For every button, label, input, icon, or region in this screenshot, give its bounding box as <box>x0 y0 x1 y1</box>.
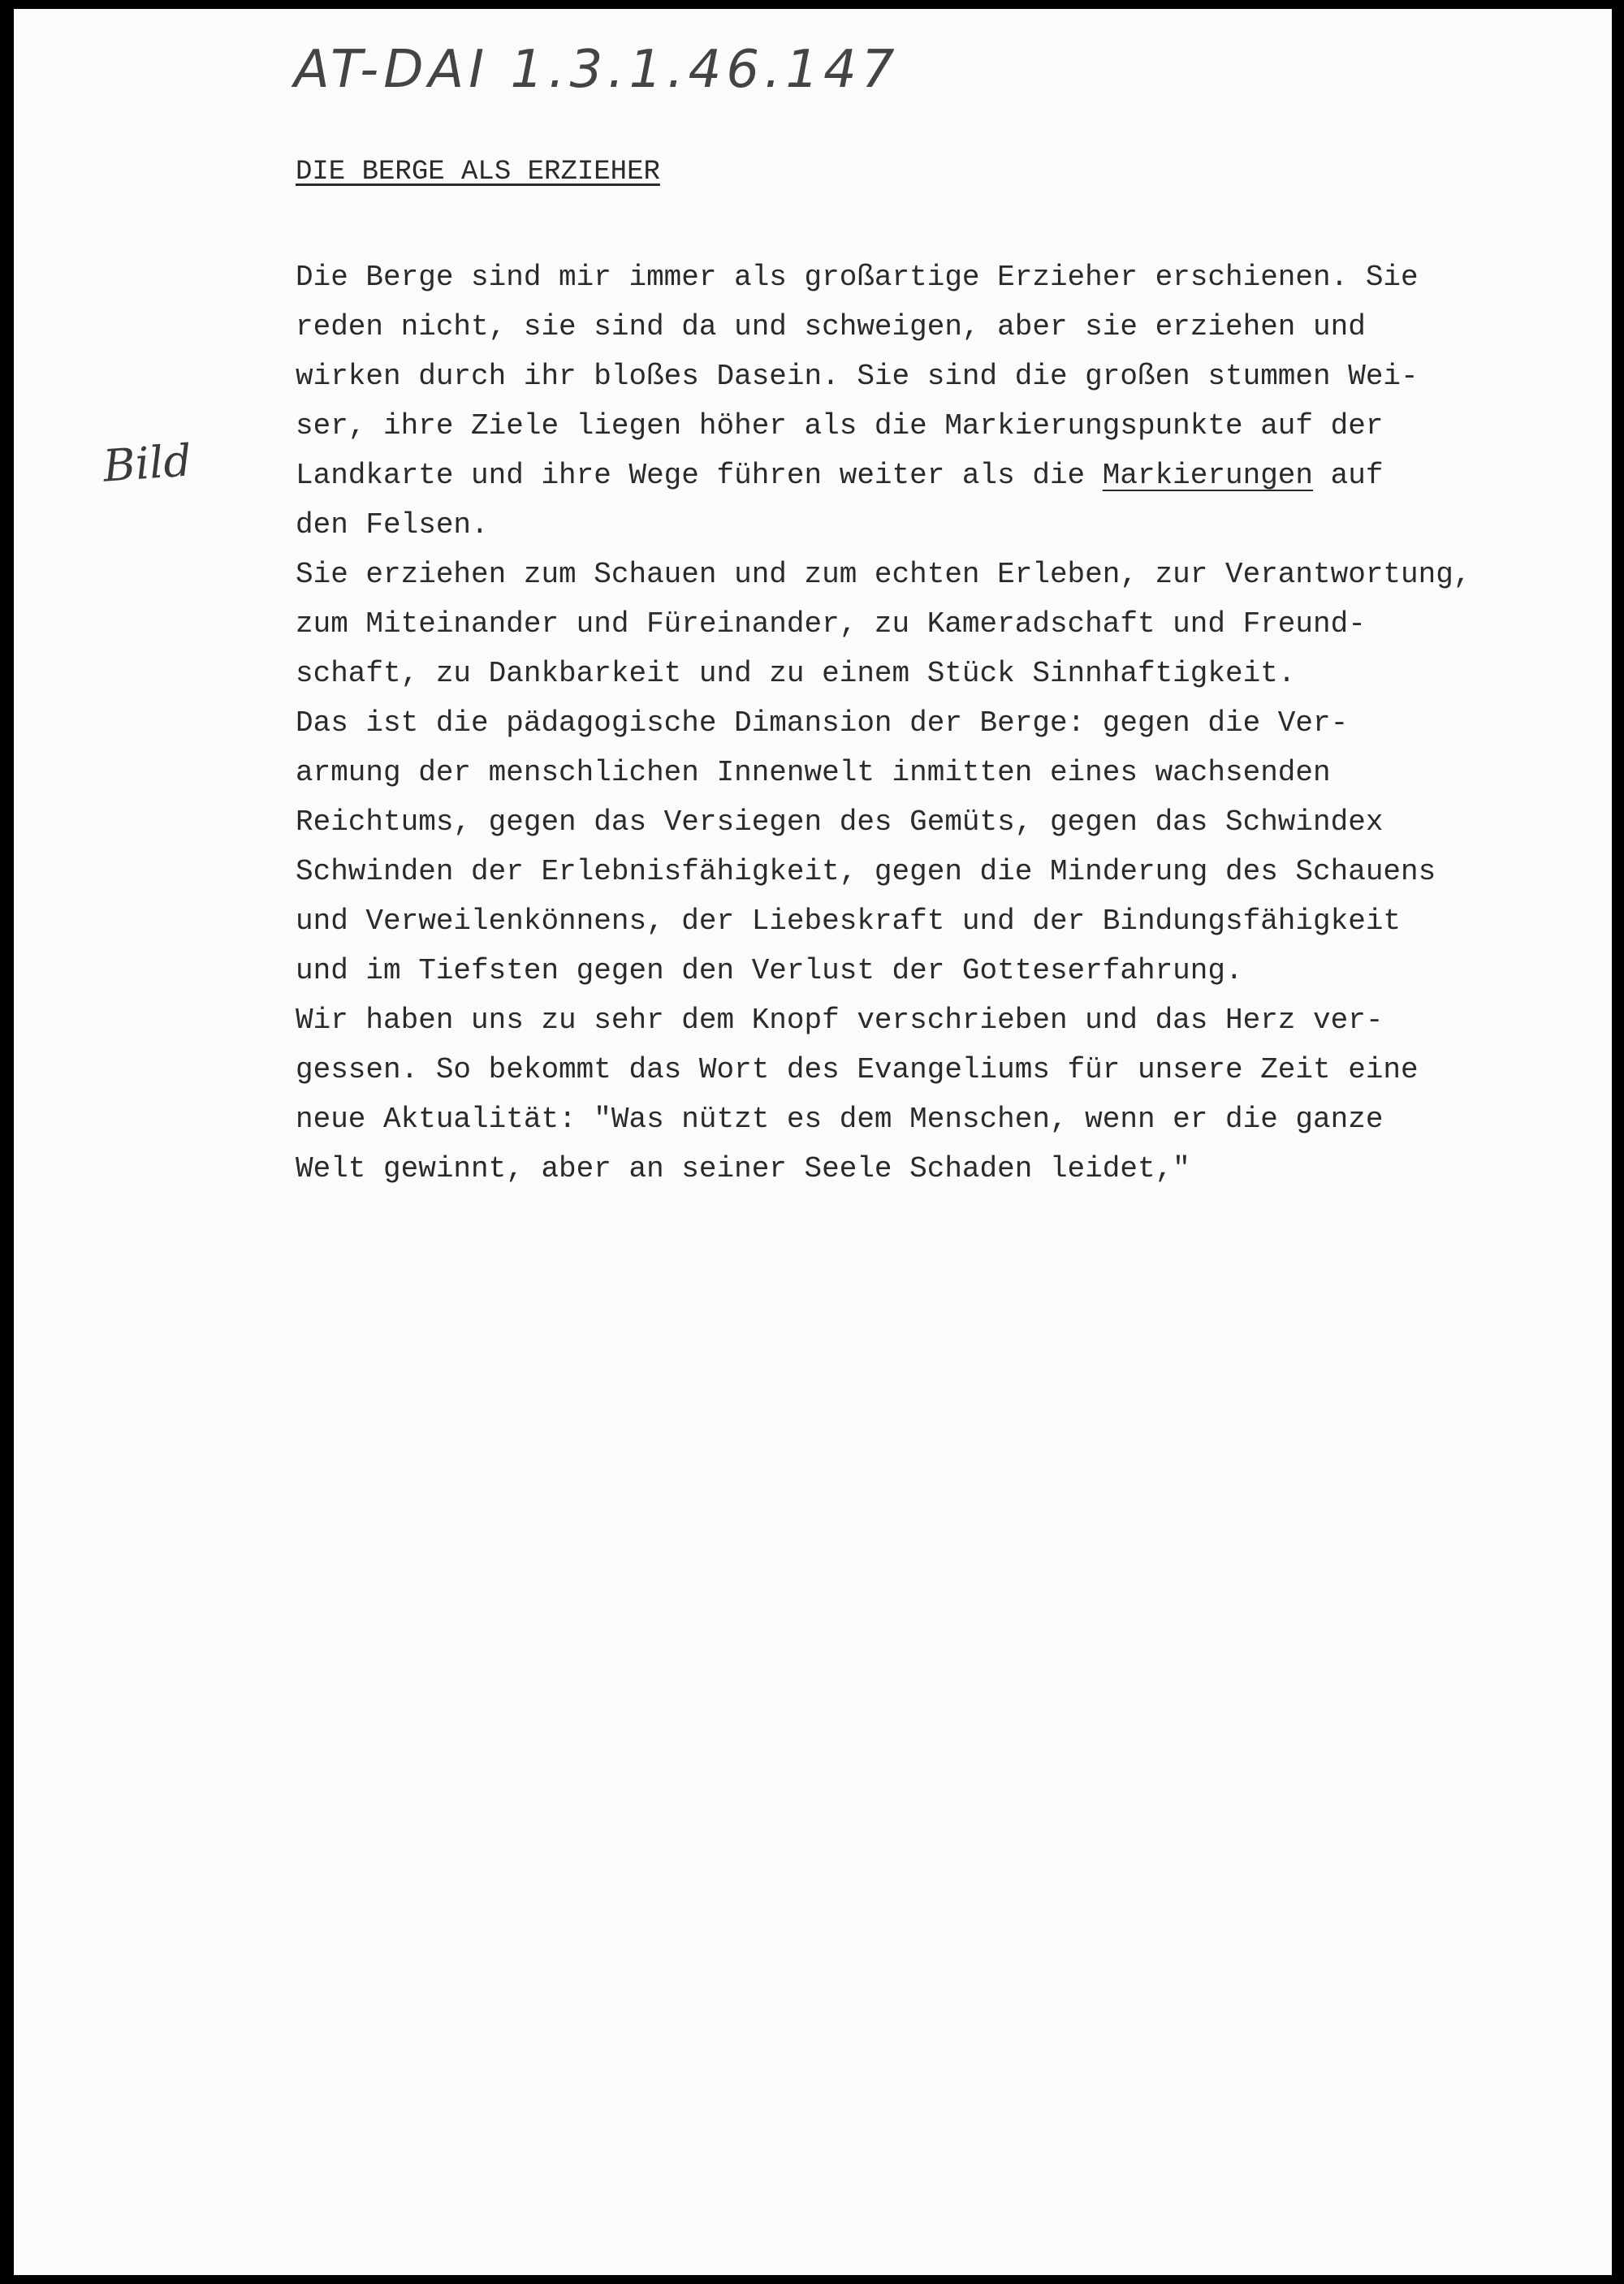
body-line-4: ser, ihre Ziele liegen höher als die Markierungspunkte auf der <box>296 409 1384 443</box>
body-line-9: schaft, zu Dankbarkeit und zu einem Stück Sinnhaftigkeit. <box>296 657 1296 690</box>
body-line-10: Das ist die pädagogische Dimansion der Berge: gegen die Ver- <box>296 706 1349 740</box>
margin-note: Bild <box>101 434 193 492</box>
document-body <box>296 253 1624 1194</box>
body-line-12: Reichtums, gegen das Versiegen des Gemüts, gegen das Schwindex <box>296 805 1384 839</box>
archive-reference: AT-DAI 1.3.1.46.147 <box>294 40 900 100</box>
body-line-15: und im Tiefsten gegen den Verlust der Gotteserfahrung. <box>296 954 1243 987</box>
body-line-8: zum Miteinander und Füreinander, zu Kameradschaft und Freund- <box>296 607 1366 641</box>
body-line-5: Landkarte und ihre Wege führen weiter als die Markierungen auf <box>296 459 1384 492</box>
document-title: DIE BERGE ALS ERZIEHER <box>296 157 660 188</box>
body-line-2: reden nicht, sie sind da und schweigen, aber sie erziehen und <box>296 310 1366 343</box>
underlined-word: Markierungen <box>1102 459 1314 492</box>
document-page <box>11 6 1614 2278</box>
body-line-16: Wir haben uns zu sehr dem Knopf verschrieben und das Herz ver- <box>296 1004 1384 1037</box>
body-line-19: Welt gewinnt, aber an seiner Seele Schaden leidet," <box>296 1152 1190 1185</box>
body-line-18: neue Aktualität: "Was nützt es dem Menschen, wenn er die ganze <box>296 1103 1384 1136</box>
body-line-1: Die Berge sind mir immer als großartige Erzieher erschienen. Sie <box>296 261 1419 294</box>
body-line-3: wirken durch ihr bloßes Dasein. Sie sind die großen stummen Wei- <box>296 360 1419 393</box>
body-line-13: Schwinden der Erlebnisfähigkeit, gegen die Minderung des Schauens <box>296 855 1436 888</box>
body-line-11: armung der menschlichen Innenwelt inmitten eines wachsenden <box>296 756 1331 789</box>
body-line-17: gessen. So bekommt das Wort des Evangeliums für unsere Zeit eine <box>296 1053 1419 1086</box>
body-line-14: und Verweilenkönnens, der Liebeskraft und der Bindungsfähigkeit <box>296 905 1402 938</box>
body-line-6: den Felsen. <box>296 508 489 542</box>
body-line-7: Sie erziehen zum Schauen und zum echten Erleben, zur Verantwortung, <box>296 558 1471 591</box>
